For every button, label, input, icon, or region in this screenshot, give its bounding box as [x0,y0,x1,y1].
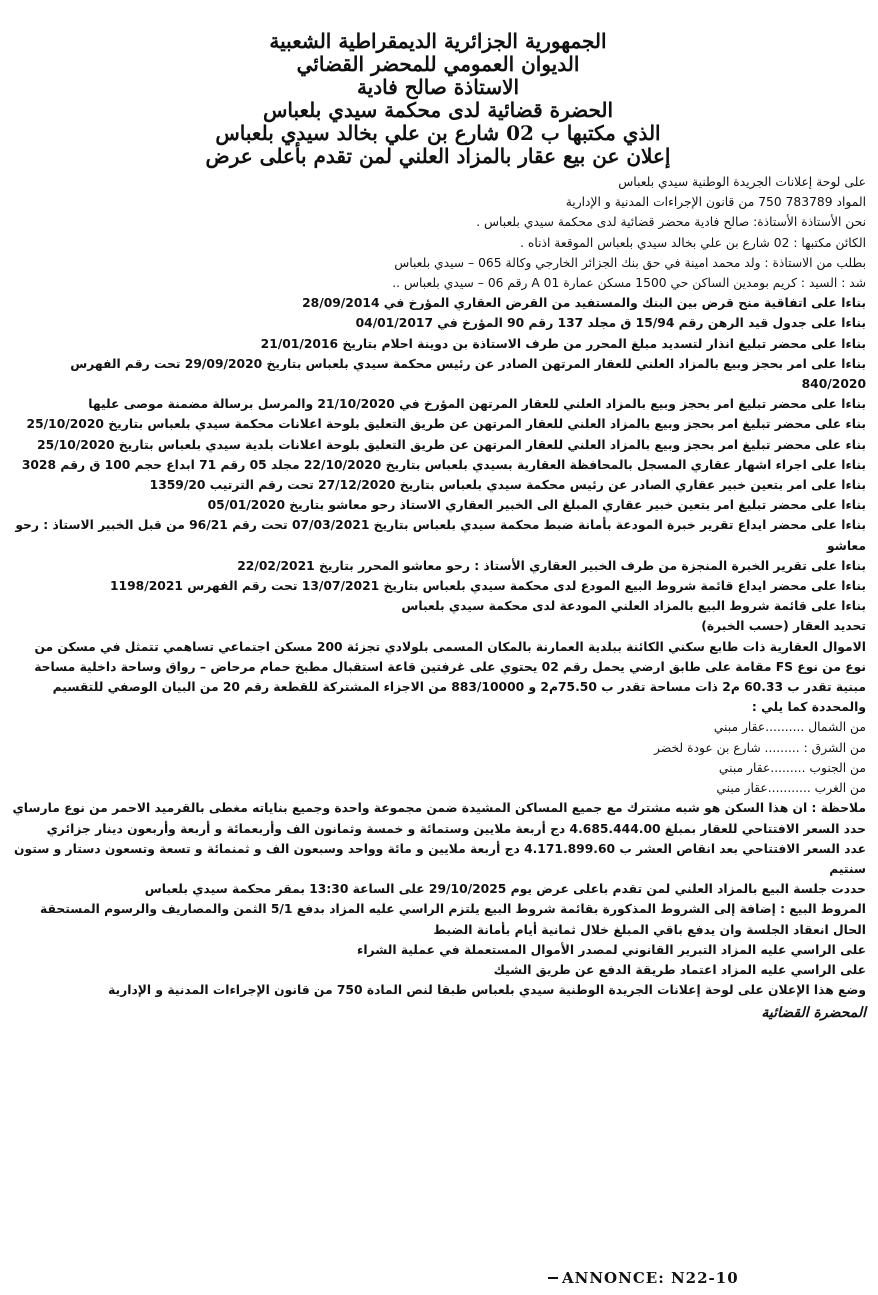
announcement-header [10,30,866,168]
body-line: شد : السيد : كريم بومدين الساكن حي 1500 مسكن عمارة A 01 رقم 06 – سيدي بلعباس .. [392,276,866,291]
body-line: المواد 783789 750 من قانون الإجراءات المدنية و الإدارية [565,195,866,210]
header-address: الذي مكتبها ب 02 شارع بن علي بخالد سيدي بلعباس [215,121,661,145]
body-line: نحن الأستاذة الأستاذة: صالح فادية محضر قضائية لدى محكمة سيدي بلعباس . [476,215,866,230]
posting-notice: وضع هذا الإعلان على لوحة إعلانات الجريدة الوطنية سيدي بلعباس طبقا لنص المادة 750 من قانون الإجراءات المدنية و الإدارية [108,983,866,998]
body-line: بناءا على اجراء اشهار عقاري المسجل بالمحافظة العقارية بسيدي بلعباس بتاريخ 22/10/2020 مجلد 05 رقم 71 ابداع حجم 100 ق رقم 3028 [21,457,866,472]
header-court: الحضرة قضائية لدى محكمة سيدي بلعباس [262,98,614,122]
body-line: بناءا على محضر تبليغ امر بحجز وبيع بالمزاد العلني للعقار المرتهن المؤرخ في 21/10/2020 والمرسل برسالة مضمنة موصى عليها [88,397,866,412]
note-opening-price: ملاحظة : ان هذا السكن هو شبه مشترك مع جميع المساكن المشيدة ضمن مجموعة واحدة وجميع بناياته مغطى بالقرميد الاحمر من نوع مارساي حدد السعر الافتتاحي للعقار بمبلغ 4.685.444.00 دج أربعة ملايين وستمائة و خمسة وثمانون الف وأربعمائة و أربعة وأربعون دينار جزائري [12,801,866,836]
funds-justification: على الراسي عليه المزاد التبرير القانوني لمصدر الأموال المستعملة في عملية الشراء [357,942,866,957]
annonce-footer [548,1268,878,1288]
body-line: بناءا على امر بتعين خبير عقاري الصادر عن رئيس محكمة سيدي بلعباس بتاريخ 27/12/2020 تحت رقم الترتيب 1359/20 [149,478,866,493]
body-line: بطلب من الاستاذة : ولد محمد امينة في حق بنك الجزائر الخارجي وكالة 065 – سيدي بلعباس [394,255,866,270]
annonce-number: ANNONCE: N22-10 [562,1269,739,1287]
body-line: على لوحة إعلانات الجريدة الوطنية سيدي بلعباس [618,175,866,189]
body-line: بناءا على محضر ايداع قائمة شروط البيع المودع لدى محكمة سيدي بلعباس بتاريخ 13/07/2021 تحت رقم الفهرس 1198/2021 [110,579,866,594]
body-line: بناءا على امر بحجز وبيع بالمزاد العلني للعقار المرتهن الصادر عن رئيس محكمة سيدي بلعباس بتاريخ 29/09/2020 تحت رقم الفهرس 840/2020 [70,356,866,392]
boundary-south: من الجنوب .........عقار مبني [718,760,866,775]
property-section-heading: تحديد العقار (حسب الخبرة) [701,619,866,634]
header-republic: الجمهورية الجزائرية الديمقراطية الشعبية [269,29,607,53]
header-office: الديوان العمومي للمحضر القضائي [296,52,580,76]
annonce-rule [548,1277,558,1279]
reduced-price: عدد السعر الافتتاحي بعد انقاص العشر ب 4.171.899.60 دج أربعة ملايين و مائة وواحد وسبعون الف و ثمنمائة و تسعة وتسعون دستار و ستون سنتيم [14,841,866,876]
body-line: بناءا على تقرير الخبرة المنجزة من طرف الخبير العقاري الأستاذ : رحو معاشو المحرر بتاريخ 22/02/2021 [237,558,866,573]
body-line: بناءا على محضر تبليغ انذار لتسديد مبلغ المحرر من طرف الاستاذة بن دوينة احلام بتاريخ 21/01/2016 [260,336,866,351]
boundary-east: من الشرق : ......... شارع بن عودة لخضر [654,740,866,755]
header-bailiff-name: الاستاذة صالح فادية [356,75,520,99]
sale-conditions: المروط البيع : إضافة إلى الشروط المذكورة بقائمة شروط البيع يلتزم الراسي عليه المزاد بدفع 5/1 الثمن والمصاريف والرسوم المستحقة الحال انعقاد الجلسة وان يدفع باقي المبلغ خلال ثمانية أيام بأمانة الضبط [40,902,866,937]
body-line: الكائن مكتبها : 02 شارع بن علي بخالد سيدي بلعباس الموقعة اذناه . [520,235,866,250]
body-line: بناءا على جدول قيد الرهن رقم 15/94 ق مجلد 137 رقم 90 المؤرخ في 04/01/2017 [355,316,866,331]
body-line: بناءا على محضر ايداع تقرير خبرة المودعة بأمانة ضبط محكمة سيدي بلعباس بتاريخ 07/03/2021 تحت رقم 96/21 من قبل الخبير الاستاذ : رحو معاشو [15,518,866,553]
boundary-north: من الشمال ..........عقار مبني [713,720,866,735]
payment-method: على الراسي عليه المزاد اعتماد طريقة الدفع عن طريق الشيك [493,962,866,977]
boundary-west: من الغرب ...........عقار مبني [716,781,866,796]
body-line: بناءا على قائمة شروط البيع بالمزاد العلني المودعة لدى محكمة سيدي بلعباس [401,599,866,614]
bailiff-signature: المحضرة القضائية [761,1005,866,1022]
body-line: بناء على محضر تبليغ امر بحجز وبيع بالمزاد العلني للعقار المرتهن عن طريق التعليق بلوحة اعلانات محكمة سيدي بلعباس بتاريخ 25/10/2020 [26,417,866,432]
announcement-body [10,172,866,1000]
announcement-title: إعلان عن بيع عقار بالمزاد العلني لمن تقدم بأعلى عرض [205,144,671,168]
auction-session-date: حددت جلسة البيع بالمزاد العلني لمن تقدم باعلى عرض يوم 29/10/2025 على الساعة 13:30 بمقر محكمة سيدي بلعباس [144,882,866,897]
body-line: بناءا على محضر تبليغ امر بتعين خبير عقاري المبلغ الى الخبير العقاري الاستاذ رحو معاشو بتاريخ 05/01/2020 [207,498,866,513]
body-line: بناءا على اتفاقية منح قرض بين البنك والمستفيد من القرض العقاري المؤرخ في 28/09/2014 [302,296,866,311]
property-description: الاموال العقارية ذات طابع سكني الكائنة ببلدية العمارنة بالمكان المسمى بلولادي تجزئة 200 مسكن اجتماعي تساهمي تتمثل في مسكن من نوع من نوع FS مقامة على طابق ارضي يحمل رقم 02 يحتوي على غرفتين قاعة استقبال مطبخ حمام مرحاض – رواق وساحة داخلية مساحة مبنية تقدر ب 60.33 م2 ذات مساحة تقدر ب 75.50م2 و 883/10000 من الاجزاء المشتركة للقطعة رقم 20 من البيان الوصفي للتقسيم والمحددة كما يلي : [34,639,866,715]
body-line: بناء على محضر تبليغ امر بحجز وبيع بالمزاد العلني للعقار المرتهن عن طريق التعليق بلوحة اعلانات بلدية سيدي بلعباس بتاريخ 25/10/2020 [37,437,866,452]
